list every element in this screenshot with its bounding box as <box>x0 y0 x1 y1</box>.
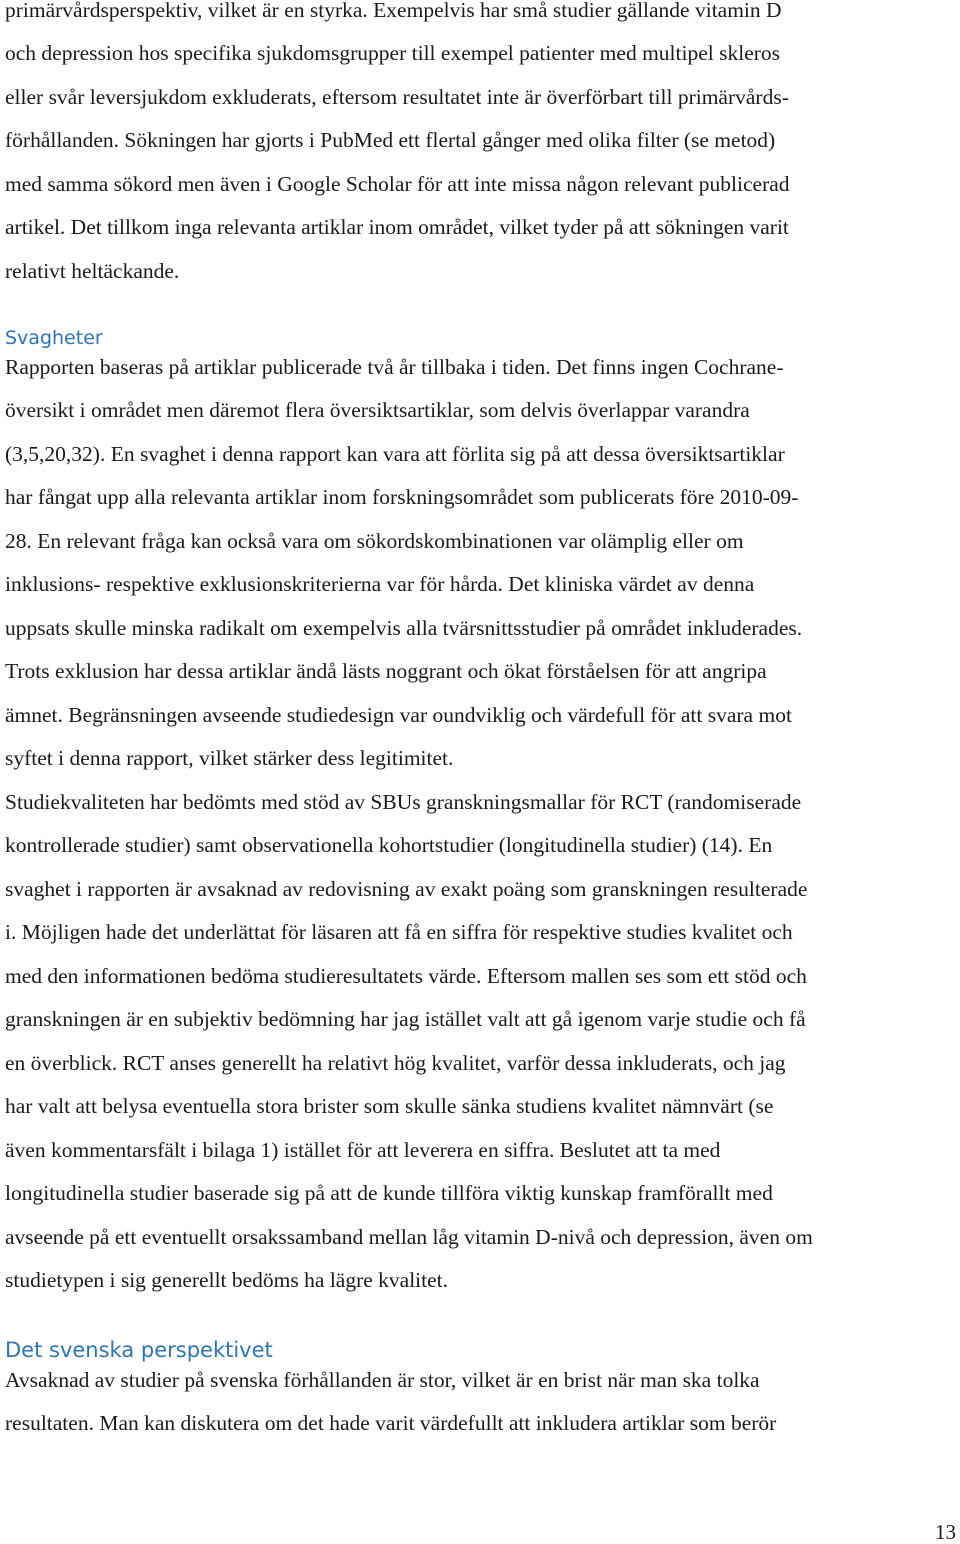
paragraph-2-line: 28. En relevant fråga kan också vara om sökordskombinationen var olämplig eller om <box>5 529 744 553</box>
section-heading-svenska-perspektivet: Det svenska perspektivet <box>5 1338 273 1362</box>
paragraph-2-line: Trots exklusion har dessa artiklar ändå lästs noggrant och ökat förståelsen för att angripa <box>5 659 767 683</box>
paragraph-2-line: (3,5,20,32). En svaghet i denna rapport kan vara att förlita sig på att dessa översiktsartiklar <box>5 442 785 466</box>
paragraph-2-line: svaghet i rapporten är avsaknad av redovisning av exakt poäng som granskningen resulterade <box>5 877 808 901</box>
paragraph-2-line: Rapporten baseras på artiklar publicerade två år tillbaka i tiden. Det finns ingen Cochrane- <box>5 355 784 379</box>
paragraph-1-line: och depression hos specifika sjukdomsgrupper till exempel patienter med multipel skleros <box>5 41 781 65</box>
paragraph-3-line: Avsaknad av studier på svenska förhållanden är stor, vilket är en brist när man ska tolka <box>5 1368 760 1392</box>
paragraph-2-line: översikt i området men däremot flera översiktsartiklar, som delvis överlappar varandra <box>5 398 750 422</box>
paragraph-1-line: med samma sökord men även i Google Scholar för att inte missa någon relevant publicerad <box>5 172 790 196</box>
paragraph-2-line: Studiekvaliteten har bedömts med stöd av SBUs granskningsmallar för RCT (randomiserade <box>5 790 802 814</box>
paragraph-2-line: studietypen i sig generellt bedöms ha lägre kvalitet. <box>5 1268 449 1292</box>
page-number: 13 <box>935 1520 956 1544</box>
paragraph-2-line: uppsats skulle minska radikalt om exempelvis alla tvärsnittsstudier på området inkluderades. <box>5 616 803 640</box>
section-heading-svagheter: Svagheter <box>5 327 103 349</box>
paragraph-2-line: i. Möjligen hade det underlättat för läsaren att få en siffra för respektive studies kvalitet och <box>5 920 793 944</box>
paragraph-1-line: förhållanden. Sökningen har gjorts i PubMed ett flertal gånger med olika filter (se metod) <box>5 128 776 152</box>
paragraph-2-line: inklusions- respektive exklusionskriterierna var för hårda. Det kliniska värdet av denna <box>5 572 755 596</box>
paragraph-1-line: primärvårdsperspektiv, vilket är en styrka. Exempelvis har små studier gällande vitamin D <box>5 0 782 22</box>
paragraph-1-line: relativt heltäckande. <box>5 259 180 283</box>
paragraph-2-line: granskningen är en subjektiv bedömning har jag istället valt att gå igenom varje studie och få <box>5 1007 806 1031</box>
paragraph-2-line: med den informationen bedöma studieresultatets värde. Eftersom mallen ses som ett stöd och <box>5 964 807 988</box>
paragraph-2-line: har valt att belysa eventuella stora brister som skulle sänka studiens kvalitet nämnvärt (se <box>5 1094 774 1118</box>
paragraph-2-line: ämnet. Begränsningen avseende studiedesign var oundviklig och värdefull för att svara mot <box>5 703 792 727</box>
paragraph-3-line: resultaten. Man kan diskutera om det hade varit värdefullt att inkludera artiklar som berör <box>5 1411 777 1435</box>
paragraph-2-line: longitudinella studier baserade sig på att de kunde tillföra viktig kunskap framförallt med <box>5 1181 773 1205</box>
paragraph-2-line: har fångat upp alla relevanta artiklar inom forskningsområdet som publicerats före 2010-09- <box>5 485 799 509</box>
paragraph-1-line: eller svår leversjukdom exkluderats, eftersom resultatet inte är överförbart till primärvårds- <box>5 85 789 109</box>
paragraph-2-line: en överblick. RCT anses generellt ha relativt hög kvalitet, varför dessa inkluderats, och jag <box>5 1051 786 1075</box>
paragraph-2-line: syftet i denna rapport, vilket stärker dess legitimitet. <box>5 746 454 770</box>
paragraph-2-line: kontrollerade studier) samt observationella kohortstudier (longitudinella studier) (14). En <box>5 833 773 857</box>
paragraph-2-line: avseende på ett eventuellt orsakssamband mellan låg vitamin D-nivå och depression, även om <box>5 1225 813 1249</box>
paragraph-2-line: även kommentarsfält i bilaga 1) istället för att leverera en siffra. Beslutet att ta med <box>5 1138 721 1162</box>
paragraph-1-line: artikel. Det tillkom inga relevanta artiklar inom området, vilket tyder på att sökningen varit <box>5 215 789 239</box>
